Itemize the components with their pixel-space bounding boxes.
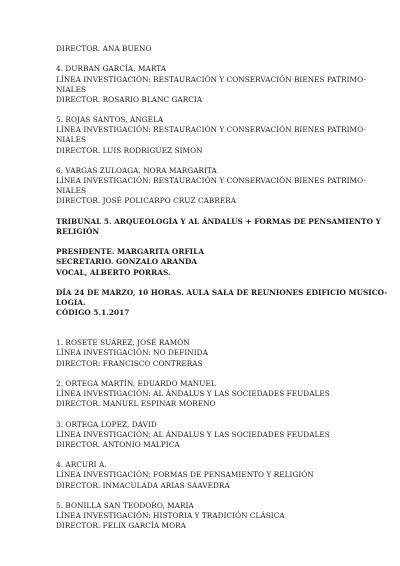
paragraph-gap xyxy=(56,105,356,115)
candidate-entry xyxy=(56,44,356,54)
text-line: DIRECTOR. MANUEL ESPINAR MORENO xyxy=(56,399,216,409)
text-line: LÍNEA INVESTIGACIÓN: FORMAS DE PENSAMIENTO Y RELIGIÓN xyxy=(56,470,314,480)
paragraph-gap xyxy=(56,206,356,216)
text-line: LÍNEA INVESTIGACIÓN: NO DEFINIDA xyxy=(56,348,208,358)
text-line: DIRECTOR. LUIS RODRIGUEZ SIMON xyxy=(56,145,203,155)
section-heading-block xyxy=(56,247,356,277)
text-line: 1. ROSETE SUÁREZ, JOSÉ RAMÓN xyxy=(56,338,190,348)
paragraph-gap xyxy=(56,318,356,338)
text-line: 5. ROJAS SANTOS, ÁNGELA xyxy=(56,115,164,125)
text-line: NIALES xyxy=(56,84,87,94)
candidate-entry xyxy=(56,379,356,409)
section-heading-block xyxy=(56,216,381,237)
text-line: 5. BONILLA SAN TEODORO, MARIA xyxy=(56,501,194,510)
paragraph-gap xyxy=(56,369,356,379)
text-line: 6. VARGAS ZULOAGA, NORA MARGARITA xyxy=(56,166,217,176)
candidate-entry xyxy=(56,338,356,368)
candidate-entry xyxy=(56,420,356,450)
text-line: TRIBUNAL 5. ARQUEOLOGÍA Y AL ÁNDALUS + FORMAS DE PENSAMIENTO Y xyxy=(56,216,381,226)
text-line: RELIGIÓN xyxy=(56,226,100,236)
document-page xyxy=(56,44,388,531)
text-line: DIRECTOR. FELIX GARCÍA MORA xyxy=(56,521,186,531)
text-line: DIRECTOR. JOSÉ POLICARPO CRUZ CABRERA xyxy=(56,196,237,206)
paragraph-gap xyxy=(56,156,356,166)
text-line: NIALES xyxy=(56,186,87,196)
text-line: LÍNEA INVESTIGACIÓN: AL ÁNDALUS Y LAS SOCIEDADES FEUDALES xyxy=(56,389,330,399)
text-line: 4. ARCURI A. xyxy=(56,460,107,470)
text-line: VOCAL, ALBERTO PORRAS. xyxy=(56,267,171,277)
paragraph-gap xyxy=(56,491,356,501)
paragraph-gap xyxy=(56,450,356,460)
paragraph-gap xyxy=(56,237,356,247)
text-line: DÍA 24 DE MARZO, 10 HORAS. AULA SALA DE REUNIONES EDIFICIO MUSICO- xyxy=(56,288,388,298)
text-line: DIRECTOR. ANA BUENO xyxy=(56,44,152,53)
text-line: 2. ORTEGA MARTÍN, EDUARDO MANUEL xyxy=(56,378,216,388)
text-line: LÍNEA INVESTIGACIÓN: RESTAURACIÓN Y CONSERVACIÓN BIENES PATRIMO- xyxy=(56,74,366,84)
text-line: SECRETARIO. GONZALO ARANDA xyxy=(56,257,198,267)
candidate-entry xyxy=(56,460,356,490)
text-line: LÍNEA INVESTIGACIÓN: AL ÁNDALUS Y LAS SOCIEDADES FEUDALES xyxy=(56,429,330,439)
text-line: DIRECTOR. ANTONIO MALPICA xyxy=(56,439,180,449)
section-heading-block xyxy=(56,288,388,318)
candidate-entry xyxy=(56,64,366,104)
text-line: LOGIA. xyxy=(56,298,86,308)
text-line: CÓDIGO 5.1.2017 xyxy=(56,308,130,318)
text-line: DIRECTOR. INMACULADA ARIAS SAAVEDRA xyxy=(56,480,230,490)
paragraph-gap xyxy=(56,54,356,64)
candidate-entry xyxy=(56,166,366,206)
candidate-entry xyxy=(56,501,356,531)
text-line: 4. DURBAN GARCÍA, MARTA xyxy=(56,64,167,74)
paragraph-gap xyxy=(56,409,356,419)
paragraph-gap xyxy=(56,278,356,288)
text-line: NIALES xyxy=(56,135,87,145)
text-line: LÍNEA INVESTIGACIÓN: RESTAURACIÓN Y CONSERVACIÓN BIENES PATRIMO- xyxy=(56,125,366,135)
text-line: PRESIDENTE. MARGARITA ORFILA xyxy=(56,247,205,257)
text-line: LÍNEA INVESTIGACIÓN: RESTAURACIÓN Y CONSERVACIÓN BIENES PATRIMO- xyxy=(56,176,366,186)
text-line: DIRECTOR. ROSARIO BLANC GARCIA xyxy=(56,94,203,104)
text-line: LÍNEA INVESTIGACIÓN: HISTORIA Y TRADICIÓN CLÁSICA xyxy=(56,511,285,521)
text-line: 3. ORTEGA LOPEZ, DAVID xyxy=(56,419,157,429)
text-line: DIRECTOR: FRANCISCO CONTRERAS xyxy=(56,358,203,368)
candidate-entry xyxy=(56,115,366,155)
